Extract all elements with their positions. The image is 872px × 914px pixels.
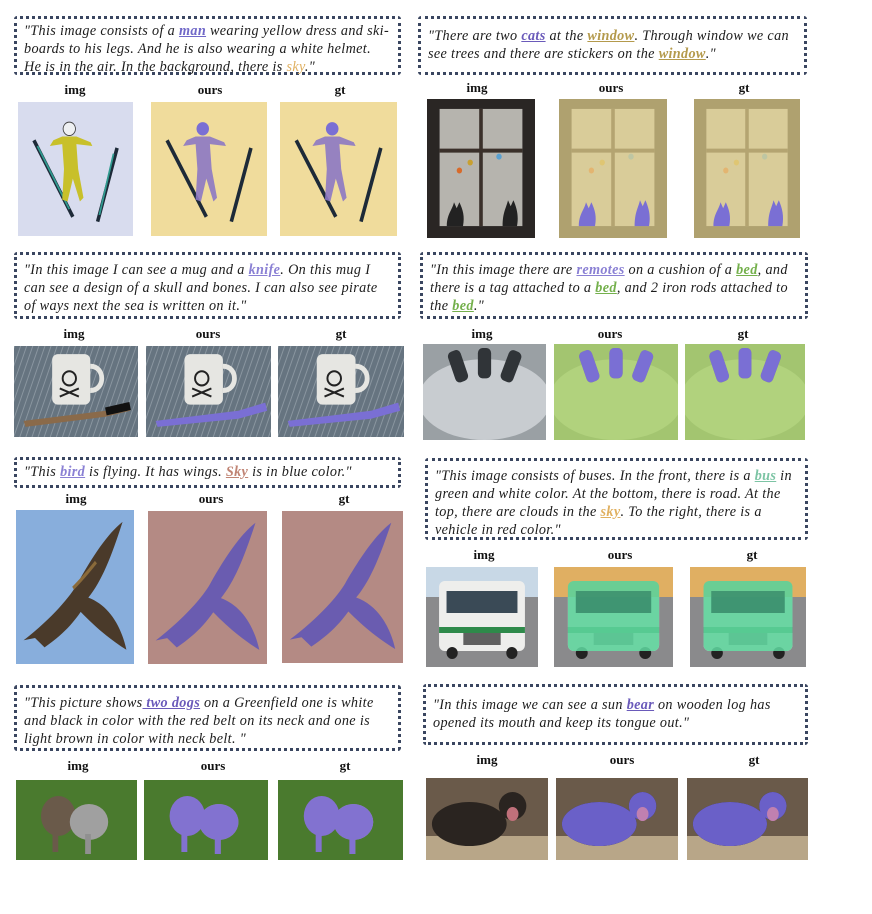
keyword-sky: Sky — [225, 464, 249, 480]
label-gt: gt — [737, 326, 749, 341]
keyword-window: window — [658, 46, 706, 62]
label-ours: ours — [607, 547, 633, 562]
label-gt: gt — [738, 80, 750, 95]
image-mug-ours — [146, 346, 271, 437]
keyword-man: man — [178, 23, 207, 39]
label-img: img — [476, 752, 498, 767]
label-img: img — [64, 82, 86, 97]
keyword-sky: sky — [286, 59, 305, 75]
label-gt: gt — [748, 752, 760, 767]
label-ours: ours — [200, 758, 226, 773]
label-img: img — [67, 758, 89, 773]
image-bird-gt — [282, 511, 403, 663]
image-skier-ours — [151, 102, 267, 236]
caption-cats: "There are two cats at the window. Through window we can see trees and there are stickers on the window." — [418, 16, 807, 75]
image-bird-img — [16, 510, 134, 664]
image-cats-ours — [559, 99, 667, 238]
keyword-cats: cats — [521, 28, 546, 44]
label-img: img — [466, 80, 488, 95]
keyword-remotes: remotes — [576, 262, 625, 278]
caption-bus: "This image consists of buses. In the front, there is a bus in green and white color. At the bottom, there is road. At the top, there are clouds in the sky. To the right, there is a vehicle in red color." — [425, 458, 808, 540]
keyword-sky: sky — [600, 504, 621, 520]
image-bear-img — [426, 778, 548, 860]
image-bus-gt — [690, 567, 806, 667]
keyword-knife: knife — [248, 262, 281, 278]
keyword-bear: bear — [626, 697, 655, 713]
label-gt: gt — [746, 547, 758, 562]
keyword-bed: bed — [595, 280, 617, 296]
keyword-bed: bed — [736, 262, 758, 278]
label-gt: gt — [338, 491, 350, 506]
label-ours: ours — [198, 491, 224, 506]
image-remotes-gt — [685, 344, 805, 440]
caption-dogs: "This picture shows two dogs on a Greenfield one is white and black in color with the red belt on its neck and one is light brown in color with neck belt. " — [14, 685, 401, 751]
label-ours: ours — [609, 752, 635, 767]
label-ours: ours — [195, 326, 221, 341]
image-skier-gt — [280, 102, 397, 236]
label-gt: gt — [334, 82, 346, 97]
image-bus-ours — [554, 567, 673, 667]
image-dogs-gt — [278, 780, 403, 860]
label-ours: ours — [197, 82, 223, 97]
keyword-bird: bird — [60, 464, 86, 480]
label-gt: gt — [335, 326, 347, 341]
image-bus-img — [426, 567, 538, 667]
keyword-bus: bus — [754, 468, 777, 484]
label-img: img — [471, 326, 493, 341]
caption-bear: "In this image we can see a sun bear on wooden log has opened its mouth and keep its tongue out." — [423, 684, 808, 745]
keyword-two-dogs: two dogs — [142, 695, 201, 711]
caption-mug: "In this image I can see a mug and a knife. On this mug I can see a design of a skull and bones. I can also see pirate of ways next the sea is written on it." — [14, 252, 401, 319]
image-skier-img — [18, 102, 133, 236]
label-ours: ours — [597, 326, 623, 341]
image-dogs-ours — [144, 780, 268, 860]
image-mug-gt — [278, 346, 404, 437]
caption-remotes: "In this image there are remotes on a cushion of a bed, and there is a tag attached to a bed, and 2 iron rods attached to the bed." — [420, 252, 808, 319]
caption-skier: "This image consists of a man wearing yellow dress and ski-boards to his legs. And he is also wearing a white helmet. He is in the air. In the background, there is sky." — [14, 16, 401, 75]
image-bear-ours — [556, 778, 678, 860]
image-bird-ours — [148, 511, 267, 664]
image-remotes-img — [423, 344, 546, 440]
keyword-window: window — [587, 28, 635, 44]
image-cats-img — [427, 99, 535, 238]
image-mug-img — [14, 346, 138, 437]
label-img: img — [65, 491, 87, 506]
image-dogs-img — [16, 780, 137, 860]
image-remotes-ours — [554, 344, 678, 440]
caption-bird: "This bird is flying. It has wings. Sky is in blue color." — [14, 457, 401, 488]
label-img: img — [473, 547, 495, 562]
image-bear-gt — [687, 778, 808, 860]
keyword-bed: bed — [452, 298, 474, 314]
image-cats-gt — [694, 99, 800, 238]
label-ours: ours — [598, 80, 624, 95]
label-gt: gt — [339, 758, 351, 773]
label-img: img — [63, 326, 85, 341]
